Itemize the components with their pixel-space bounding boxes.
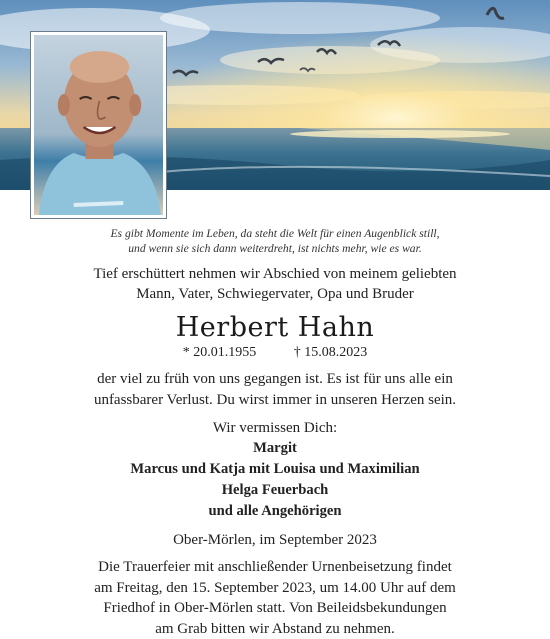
quote-line: Es gibt Momente im Leben, da steht die Welt für einen Augenblick still, <box>0 226 550 241</box>
tribute-text <box>0 369 550 411</box>
service-line: am Grab bitten wir Abstand zu nehmen. <box>0 619 550 639</box>
life-dates <box>0 344 550 361</box>
mourners-heading: Wir vermissen Dich: <box>0 418 550 438</box>
quote-line: und wenn sie sich dann weiterdreht, ist nichts mehr, wie es war. <box>0 241 550 256</box>
intro-line: Tief erschüttert nehmen wir Abschied von meinem geliebten <box>0 264 550 284</box>
intro-line: Mann, Vater, Schwiegervater, Opa und Bruder <box>0 284 550 304</box>
birth-date: * 20.01.1955 <box>183 345 257 360</box>
mourner-name: Marcus und Katja mit Louisa und Maximilian <box>0 459 550 480</box>
mourner-name: und alle Angehörigen <box>0 501 550 522</box>
deceased-name: Herbert Hahn <box>0 313 550 343</box>
service-line: Friedhof in Ober-Mörlen statt. Von Beileidsbekundungen <box>0 598 550 619</box>
service-info <box>0 557 550 639</box>
place-and-date: Ober-Mörlen, im September 2023 <box>0 530 550 550</box>
death-date: † 15.08.2023 <box>294 345 368 360</box>
portrait-photo-frame <box>30 31 167 219</box>
service-line: am Freitag, den 15. September 2023, um 14.00 Uhr auf dem <box>0 578 550 599</box>
mourners-list <box>0 438 550 522</box>
mourner-name: Helga Feuerbach <box>0 480 550 501</box>
portrait-photo <box>34 35 163 215</box>
tribute-line: der viel zu früh von uns gegangen ist. Es ist für uns alle ein <box>0 369 550 390</box>
service-line: Die Trauerfeier mit anschließender Urnenbeisetzung findet <box>0 557 550 578</box>
tribute-line: unfassbarer Verlust. Du wirst immer in unseren Herzen sein. <box>0 390 550 411</box>
obituary-text <box>0 226 550 639</box>
intro-text <box>0 264 550 304</box>
quote <box>0 226 550 256</box>
mourner-name: Margit <box>0 438 550 459</box>
